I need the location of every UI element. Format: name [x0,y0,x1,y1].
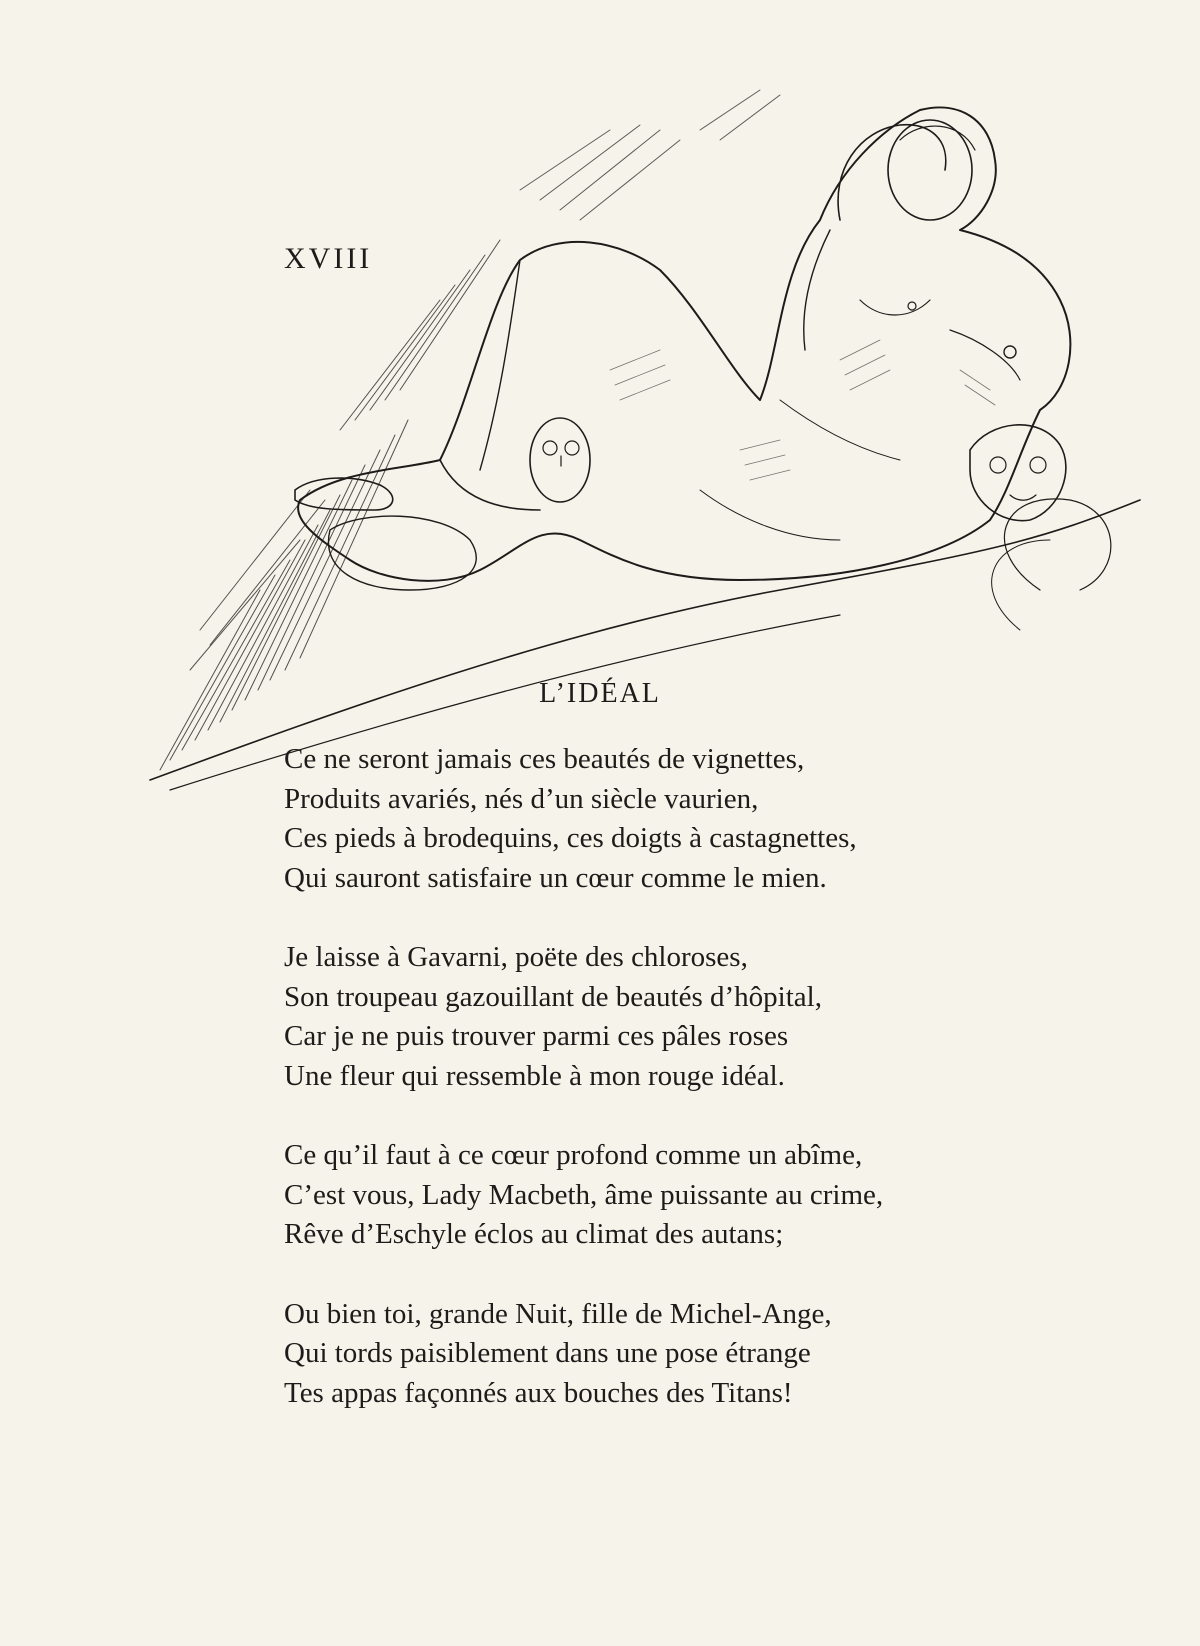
poem-body [284,740,1144,1453]
verse-line: Ou bien toi, grande Nuit, fille de Michel-Ange, [284,1297,832,1330]
verse-line: Je laisse à Gavarni, poëte des chloroses, [284,941,748,973]
poem-title: L’IDÉAL [539,678,661,709]
reclining-figure-engraving [140,70,1150,830]
stanza [284,1295,1144,1414]
verse-line: Car je ne puis trouver parmi ces pâles roses [284,1020,789,1052]
verse-line: Produits avariés, nés d’un siècle vaurien, [284,782,759,815]
verse-line: Ces pieds à brodequins, ces doigts à castagnettes, [284,822,857,854]
verse-line: Qui sauront satisfaire un cœur comme le mien. [284,861,827,894]
stanza [284,1136,1144,1255]
verse-line: Tes appas façonnés aux bouches des Titans! [284,1376,793,1409]
verse-line: Qui tords paisiblement dans une pose étrange [284,1337,811,1369]
verse-line: Rêve d’Eschyle éclos au climat des autans; [284,1218,784,1250]
verse-line: C’est vous, Lady Macbeth, âme puissante au crime, [284,1178,884,1211]
verse-line: Une fleur qui ressemble à mon rouge idéal. [284,1059,785,1092]
verse-line: Ce ne seront jamais ces beautés de vignettes, [284,743,805,775]
verse-line: Son troupeau gazouillant de beautés d’hôpital, [284,980,822,1013]
stanza [284,938,1144,1096]
stanza [284,740,1144,898]
section-numeral: XVIII [284,242,373,275]
verse-line: Ce qu’il faut à ce cœur profond comme un abîme, [284,1139,863,1171]
